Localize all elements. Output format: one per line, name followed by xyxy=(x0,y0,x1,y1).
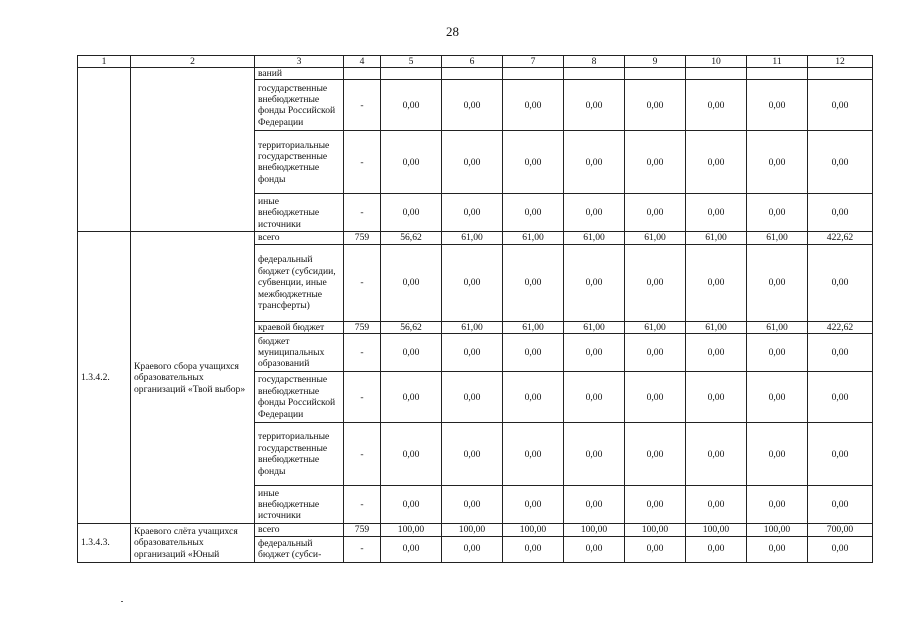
funding-source-cell: государственные внебюджетные фонды Российской Федерации xyxy=(255,80,344,131)
value-cell: 0,00 xyxy=(503,80,564,131)
value-cell xyxy=(503,68,564,80)
value-cell xyxy=(808,68,873,80)
value-cell: 0,00 xyxy=(747,536,808,562)
value-cell: 0,00 xyxy=(503,372,564,423)
value-cell: 0,00 xyxy=(808,80,873,131)
value-cell: 0,00 xyxy=(503,131,564,194)
value-cell: 0,00 xyxy=(686,372,747,423)
value-cell: 0,00 xyxy=(442,334,503,372)
value-cell: 61,00 xyxy=(442,232,503,244)
item-name-cell: Краевого сбора учащихся образовательных организаций «Твой выбор» xyxy=(131,232,255,524)
value-cell: 0,00 xyxy=(564,486,625,524)
value-cell: 0,00 xyxy=(686,131,747,194)
value-cell: 61,00 xyxy=(503,232,564,244)
code-cell: - xyxy=(344,131,381,194)
value-cell: 0,00 xyxy=(808,244,873,321)
budget-table xyxy=(77,55,873,563)
code-cell: - xyxy=(344,486,381,524)
value-cell: 56,62 xyxy=(381,232,442,244)
value-cell xyxy=(381,68,442,80)
value-cell: 0,00 xyxy=(625,486,686,524)
table-row xyxy=(78,524,873,536)
value-cell: 0,00 xyxy=(503,536,564,562)
value-cell: 0,00 xyxy=(625,194,686,232)
value-cell: 0,00 xyxy=(808,372,873,423)
value-cell: 0,00 xyxy=(625,244,686,321)
value-cell: 0,00 xyxy=(686,486,747,524)
funding-source-cell: федеральный бюджет (субсидии, субвенции, иные межбюджетные трансферты) xyxy=(255,244,344,321)
value-cell: 0,00 xyxy=(564,423,625,486)
value-cell: 100,00 xyxy=(442,524,503,536)
table-row xyxy=(78,232,873,244)
table-body xyxy=(78,68,873,563)
value-cell: 0,00 xyxy=(442,194,503,232)
value-cell: 100,00 xyxy=(503,524,564,536)
value-cell: 0,00 xyxy=(564,194,625,232)
code-cell xyxy=(344,68,381,80)
value-cell: 0,00 xyxy=(442,372,503,423)
value-cell: 0,00 xyxy=(503,244,564,321)
column-header: 7 xyxy=(503,56,564,68)
item-code-cell: 1.3.4.3. xyxy=(78,524,131,562)
value-cell: 100,00 xyxy=(564,524,625,536)
table-row xyxy=(78,68,873,80)
column-header: 5 xyxy=(381,56,442,68)
funding-source-cell: ваний xyxy=(255,68,344,80)
value-cell: 0,00 xyxy=(564,334,625,372)
column-header: 8 xyxy=(564,56,625,68)
value-cell: 0,00 xyxy=(381,536,442,562)
value-cell: 0,00 xyxy=(381,372,442,423)
value-cell: 0,00 xyxy=(503,486,564,524)
item-name-cell xyxy=(131,68,255,232)
value-cell: 0,00 xyxy=(686,244,747,321)
value-cell: 700,00 xyxy=(808,524,873,536)
column-header: 1 xyxy=(78,56,131,68)
value-cell: 100,00 xyxy=(747,524,808,536)
value-cell: 0,00 xyxy=(381,334,442,372)
funding-source-cell: территориальные государственные внебюджетные фонды xyxy=(255,423,344,486)
value-cell: 0,00 xyxy=(442,80,503,131)
value-cell: 61,00 xyxy=(625,321,686,333)
column-header: 6 xyxy=(442,56,503,68)
value-cell: 0,00 xyxy=(808,194,873,232)
value-cell: 0,00 xyxy=(625,131,686,194)
value-cell: 422,62 xyxy=(808,321,873,333)
value-cell: 0,00 xyxy=(442,131,503,194)
value-cell: 61,00 xyxy=(442,321,503,333)
column-header: 10 xyxy=(686,56,747,68)
column-header: 11 xyxy=(747,56,808,68)
value-cell xyxy=(442,68,503,80)
value-cell xyxy=(686,68,747,80)
value-cell: 0,00 xyxy=(442,423,503,486)
column-header: 4 xyxy=(344,56,381,68)
value-cell: 0,00 xyxy=(686,334,747,372)
value-cell: 0,00 xyxy=(808,536,873,562)
funding-source-cell: всего xyxy=(255,524,344,536)
funding-source-cell: иные внебюджетные источники xyxy=(255,486,344,524)
value-cell: 0,00 xyxy=(808,486,873,524)
value-cell: 61,00 xyxy=(564,321,625,333)
value-cell: 0,00 xyxy=(686,536,747,562)
value-cell: 0,00 xyxy=(381,486,442,524)
value-cell: 61,00 xyxy=(747,321,808,333)
value-cell: 0,00 xyxy=(747,131,808,194)
column-header: 9 xyxy=(625,56,686,68)
value-cell: 61,00 xyxy=(564,232,625,244)
funding-source-cell: федеральный бюджет (субси- xyxy=(255,536,344,562)
value-cell: 100,00 xyxy=(381,524,442,536)
value-cell: 0,00 xyxy=(747,372,808,423)
code-cell: - xyxy=(344,372,381,423)
value-cell: 0,00 xyxy=(686,194,747,232)
value-cell: 0,00 xyxy=(381,194,442,232)
funding-source-cell: территориальные государственные внебюджетные фонды xyxy=(255,131,344,194)
value-cell: 0,00 xyxy=(564,80,625,131)
value-cell: 0,00 xyxy=(747,334,808,372)
value-cell: 61,00 xyxy=(503,321,564,333)
value-cell: 61,00 xyxy=(686,321,747,333)
funding-source-cell: бюджет муниципальных образований xyxy=(255,334,344,372)
value-cell: 0,00 xyxy=(564,244,625,321)
value-cell: 61,00 xyxy=(686,232,747,244)
value-cell: 0,00 xyxy=(808,423,873,486)
value-cell: 0,00 xyxy=(381,131,442,194)
page-number: 28 xyxy=(446,24,459,39)
value-cell: 0,00 xyxy=(564,372,625,423)
code-cell: - xyxy=(344,423,381,486)
code-cell: 759 xyxy=(344,232,381,244)
scan-speck xyxy=(121,601,123,602)
funding-source-cell: государственные внебюджетные фонды Российской Федерации xyxy=(255,372,344,423)
value-cell: 0,00 xyxy=(442,486,503,524)
value-cell: 422,62 xyxy=(808,232,873,244)
column-header: 3 xyxy=(255,56,344,68)
value-cell: 0,00 xyxy=(564,536,625,562)
value-cell: 0,00 xyxy=(808,334,873,372)
value-cell: 0,00 xyxy=(747,194,808,232)
code-cell: - xyxy=(344,194,381,232)
value-cell: 0,00 xyxy=(686,80,747,131)
value-cell: 0,00 xyxy=(381,423,442,486)
value-cell: 0,00 xyxy=(747,80,808,131)
value-cell: 61,00 xyxy=(625,232,686,244)
value-cell: 0,00 xyxy=(747,486,808,524)
value-cell: 0,00 xyxy=(808,131,873,194)
column-number-row xyxy=(78,56,873,68)
value-cell: 0,00 xyxy=(625,80,686,131)
value-cell: 0,00 xyxy=(503,423,564,486)
value-cell: 0,00 xyxy=(625,372,686,423)
code-cell: - xyxy=(344,244,381,321)
value-cell: 0,00 xyxy=(625,334,686,372)
value-cell: 0,00 xyxy=(442,244,503,321)
value-cell: 0,00 xyxy=(625,423,686,486)
value-cell: 0,00 xyxy=(503,334,564,372)
item-name-cell: Краевого слёта учащихся образовательных организаций «Юный xyxy=(131,524,255,562)
code-cell: - xyxy=(344,80,381,131)
value-cell xyxy=(564,68,625,80)
value-cell: 0,00 xyxy=(381,80,442,131)
item-code-cell xyxy=(78,68,131,232)
value-cell: 56,62 xyxy=(381,321,442,333)
value-cell xyxy=(625,68,686,80)
column-header: 2 xyxy=(131,56,255,68)
value-cell: 0,00 xyxy=(503,194,564,232)
funding-source-cell: краевой бюджет xyxy=(255,321,344,333)
code-cell: - xyxy=(344,536,381,562)
value-cell: 0,00 xyxy=(625,536,686,562)
value-cell: 0,00 xyxy=(747,244,808,321)
value-cell: 100,00 xyxy=(686,524,747,536)
item-code-cell: 1.3.4.2. xyxy=(78,232,131,524)
value-cell: 0,00 xyxy=(381,244,442,321)
column-header: 12 xyxy=(808,56,873,68)
value-cell: 0,00 xyxy=(564,131,625,194)
value-cell: 100,00 xyxy=(625,524,686,536)
funding-source-cell: иные внебюджетные источники xyxy=(255,194,344,232)
value-cell: 0,00 xyxy=(747,423,808,486)
code-cell: 759 xyxy=(344,524,381,536)
value-cell: 61,00 xyxy=(747,232,808,244)
value-cell: 0,00 xyxy=(442,536,503,562)
value-cell: 0,00 xyxy=(686,423,747,486)
funding-source-cell: всего xyxy=(255,232,344,244)
value-cell xyxy=(747,68,808,80)
code-cell: - xyxy=(344,334,381,372)
code-cell: 759 xyxy=(344,321,381,333)
